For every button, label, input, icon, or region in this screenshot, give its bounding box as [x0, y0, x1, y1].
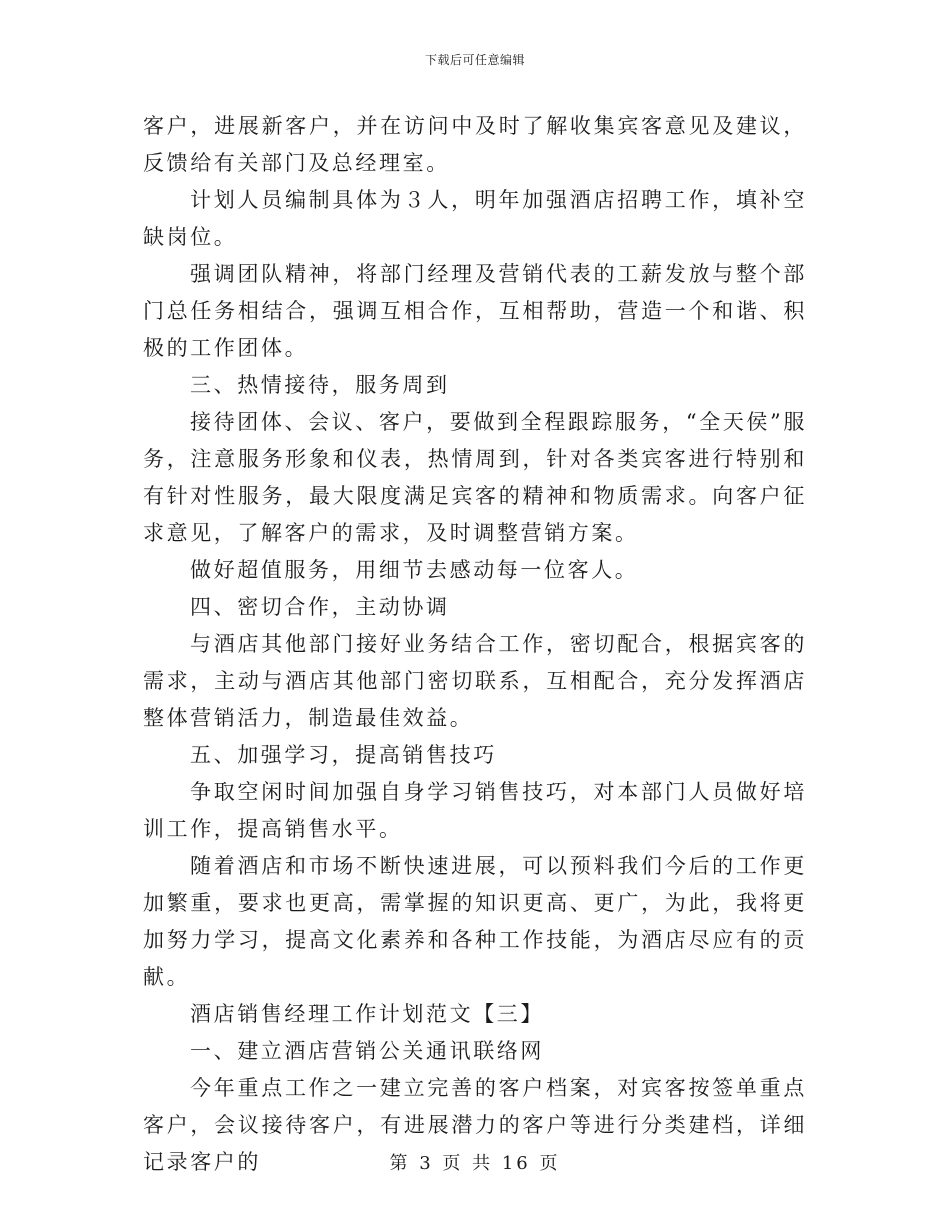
section-heading: 三、热情接待，服务周到: [190, 373, 450, 397]
page-header: 下载后可任意编辑: [424, 53, 525, 67]
paragraph: 随着酒店和市场不断快速进展，可以预料我们今后的工作更加繁重，要求也更高，需掌握的知识更高、更广，为此，我将更加努力学习，提高文化素养和各种工作技能，为酒店尽应有的贡献。: [143, 854, 807, 989]
paragraph: 做好超值服务，用细节去感动每一位客人。: [190, 558, 639, 582]
paragraph: 强调团队精神，将部门经理及营销代表的工薪发放与整个部门总任务相结合，强调互相合作，互相帮助，营造一个和谐、积极的工作团体。: [143, 262, 807, 360]
section-heading: 一、建立酒店营销公关通讯联络网: [190, 1039, 544, 1063]
section-heading: 四、密切合作，主动协调: [190, 595, 450, 619]
document-body: [143, 108, 807, 1181]
paragraph: 今年重点工作之一建立完善的客户档案，对宾客按签单重点客户，会议接待客户，有进展潜力的客户等进行分类建档，详细记录客户的: [143, 1076, 807, 1174]
paragraph: 争取空闲时间加强自身学习销售技巧，对本部门人员做好培训工作，提高销售水平。: [143, 780, 807, 841]
section-heading: 五、加强学习，提高销售技巧: [190, 743, 497, 767]
paragraph: 客户，进展新客户，并在访问中及时了解收集宾客意见及建议，反馈给有关部门及总经理室。: [143, 114, 807, 175]
paragraph: 与酒店其他部门接好业务结合工作，密切配合，根据宾客的需求，主动与酒店其他部门密切联系，互相配合，充分发挥酒店整体营销活力，制造最佳效益。: [143, 632, 807, 730]
paragraph: 接待团体、会议、客户，要做到全程跟踪服务，“全天侯”服务，注意服务形象和仪表，热情周到，针对各类宾客进行特别和有针对性服务，最大限度满足宾客的精神和物质需求。向客户征求意见，了解客户的需求，及时调整营销方案。: [143, 410, 807, 545]
paragraph: 计划人员编制具体为３人，明年加强酒店招聘工作，填补空缺岗位。: [143, 188, 807, 249]
page-number-footer: 第 3 页 共 16 页: [389, 1153, 561, 1174]
document-title: 酒店销售经理工作计划范文【三】: [190, 1002, 544, 1026]
